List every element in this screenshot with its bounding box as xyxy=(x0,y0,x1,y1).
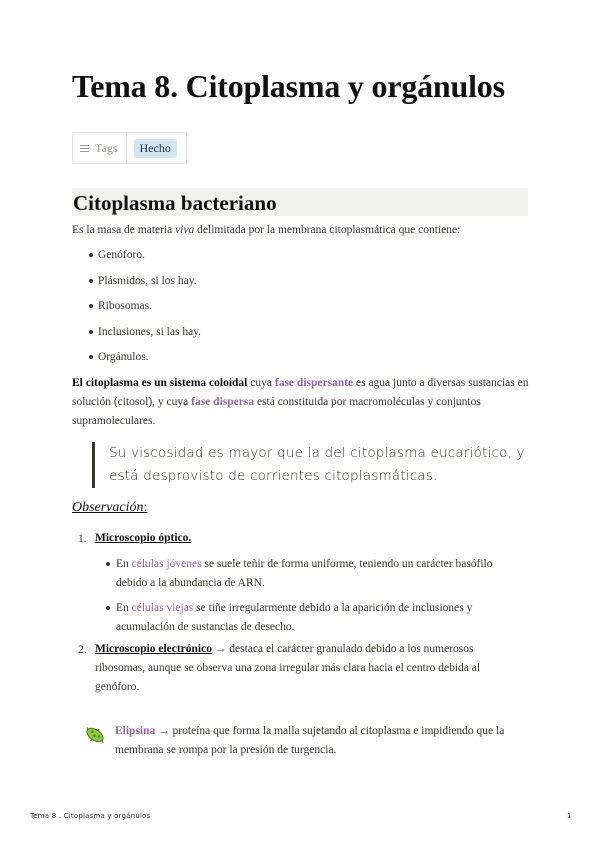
status-badge[interactable]: Hecho xyxy=(134,139,177,158)
sub-item: En células viejas se tiñe irregularmente debido a la aparición de inclusiones y acumulación de sustancias de desecho. xyxy=(116,599,511,637)
list-number: 2. xyxy=(78,644,87,656)
list-icon xyxy=(80,143,89,154)
callout-text: Elipsina → proteína que forma la malla sujetando al citoplasma e impidiendo que la membrana se rompa por la presión de turgencia. xyxy=(115,725,505,756)
colloid-paragraph: El citoplasma es un sistema coloidal cuya fase dispersante es agua junto a diversas sustancias en solución (citosol), y cuya fase dispersa está constituida por macromoléculas y conjuntos supramoleculares. xyxy=(72,377,529,427)
list-item: Genóforo. xyxy=(98,246,201,272)
content-list xyxy=(98,246,201,374)
fase-dispersa: fase dispersa xyxy=(191,396,255,408)
sub-item: En células jóvenes se suele teñir de forma uniforme, teniendo un carácter basófilo debido a la abundancia de ARN. xyxy=(116,555,511,593)
list-number: 1. xyxy=(78,533,87,545)
colloid-bold: El citoplasma es un sistema coloidal xyxy=(72,377,248,389)
section-heading: Citoplasma bacteriano xyxy=(72,188,528,216)
page-number: 1 xyxy=(567,812,572,820)
page-title: Tema 8. Citoplasma y orgánulos xyxy=(72,68,505,104)
bacteria-icon xyxy=(84,724,106,746)
elipsina-term: Elipsina xyxy=(115,725,156,737)
celulas-jovenes: células jóvenes xyxy=(131,558,202,570)
intro-paragraph xyxy=(72,221,460,240)
list-item: Ribosomas. xyxy=(98,297,201,323)
ordered-item-2: Microscopio electrónico → destaca el carácter granulado debido a los numerosos ribosomas, aunque se observa una zona irregular más clara hacia el centro debida al genóforo. xyxy=(95,643,481,693)
fase-dispersante: fase dispersante xyxy=(274,377,354,389)
list-item: Orgánulos. xyxy=(98,348,201,374)
list-item: Inclusiones, si las hay. xyxy=(98,323,201,349)
properties-table xyxy=(72,132,187,164)
observacion-heading: Observación: xyxy=(72,500,148,515)
intro-italic: viva xyxy=(175,224,195,236)
intro-text-2: delimitada por la membrana citoplasmática que contiene: xyxy=(194,224,461,236)
footer-title: Tema 8 . Citoplasma y orgánulos xyxy=(30,812,151,820)
quote-block: Su viscosidad es mayor que la del citoplasma eucariótico, y está desprovisto de corrientes citoplasmáticas. xyxy=(92,442,529,488)
list-item: Plásmidos, si los hay. xyxy=(98,272,201,298)
celulas-viejas: células viejas xyxy=(131,602,194,614)
microscopio-electronico-heading: Microscopio electrónico xyxy=(95,643,212,655)
intro-text-1: Es la masa de materia xyxy=(72,224,176,236)
ordered-item-1 xyxy=(95,529,515,548)
tags-label: Tags xyxy=(95,140,118,155)
tags-property xyxy=(73,133,127,163)
microscopio-optico-heading: Microscopio óptico. xyxy=(95,532,192,544)
